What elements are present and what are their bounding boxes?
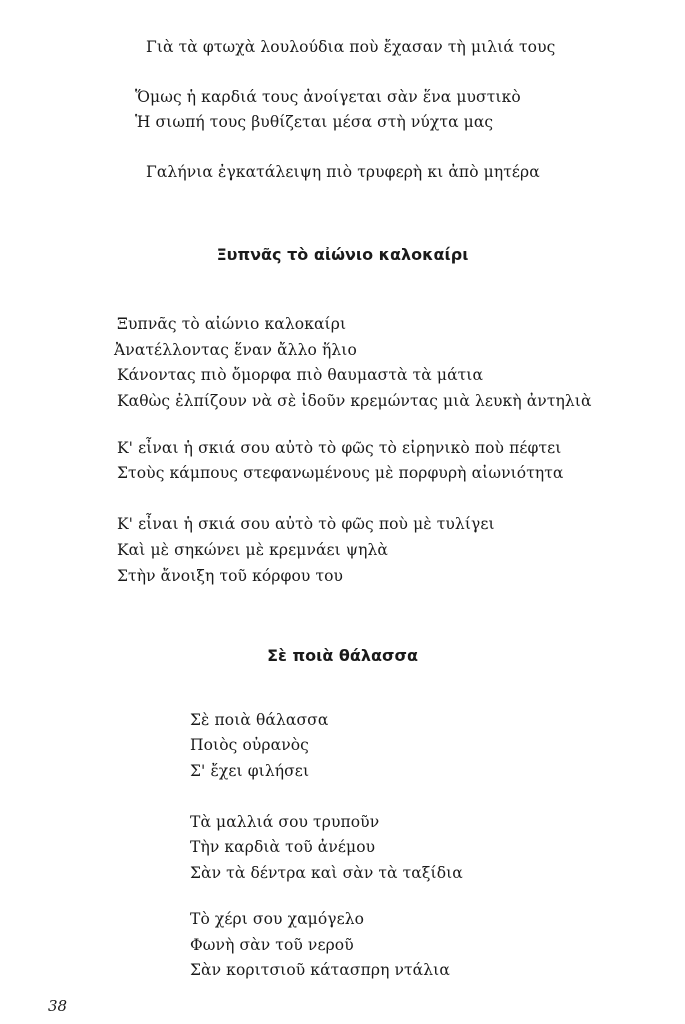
poem-title: Ξυπνᾶς τὸ αἰώνιο καλοκαίρι [216,245,469,264]
poem-line: Σὲ ποιὰ θάλασσα [190,711,329,729]
poem-line: Φωνὴ σὰν τοῦ νεροῦ [190,936,354,954]
poem-line: Σὰν κοριτσιοῦ κάτασπρη ντάλια [190,961,450,979]
poem-line: Τὰ μαλλιά σου τρυποῦν [190,813,380,831]
poem-line: Σὰν τὰ δέντρα καὶ σὰν τὰ ταξίδια [190,864,463,882]
poem-line: Στοὺς κάμπους στεφανωμένους μὲ πορφυρὴ αἰωνιότητα [117,464,564,482]
poem-line: Τὸ χέρι σου χαμόγελο [190,910,365,928]
poem-line: Γαλήνια ἐγκατάλειψη πιὸ τρυφερὴ κι ἀπὸ μητέρα [146,163,540,181]
poem-line: Κ' εἶναι ἡ σκιά σου αὐτὸ τὸ φῶς ποὺ μὲ τυλίγει [117,515,495,533]
poem-line: Καὶ μὲ σηκώνει μὲ κρεμνάει ψηλὰ [117,541,388,559]
poem-line: Γιὰ τὰ φτωχὰ λουλούδια ποὺ ἔχασαν τὴ μιλιά τους [146,38,556,56]
poem-line: Στὴν ἄνοιξη τοῦ κόρφου του [117,567,344,585]
page-number: 38 [48,997,68,1015]
poem-line: Τὴν καρδιὰ τοῦ ἀνέμου [190,838,376,856]
poem-line: Ποιὸς οὐρανὸς [190,736,309,754]
poem-line: Κάνοντας πιὸ ὄμορφα πιὸ θαυμαστὰ τὰ μάτια [117,366,484,384]
poem-line: Ὅμως ἡ καρδιά τους ἀνοίγεται σὰν ἕνα μυστικὸ [135,88,521,106]
poem-line: Καθὼς ἐλπίζουν νὰ σὲ ἰδοῦν κρεμώντας μιὰ λευκὴ ἀντηλιὰ [117,392,592,410]
poem-title: Σὲ ποιὰ θάλασσα [267,646,418,665]
poem-line: Ἡ σιωπή τους βυθίζεται μέσα στὴ νύχτα μας [135,113,494,131]
poem-line: Ξυπνᾶς τὸ αἰώνιο καλοκαίρι [117,315,347,333]
poem-line: Ἀνατέλλοντας ἕναν ἄλλο ἥλιο [114,341,357,359]
poem-line: Σ' ἔχει φιλήσει [190,762,310,780]
poem-line: Κ' εἶναι ἡ σκιά σου αὐτὸ τὸ φῶς τὸ εἰρηνικὸ ποὺ πέφτει [117,439,562,457]
